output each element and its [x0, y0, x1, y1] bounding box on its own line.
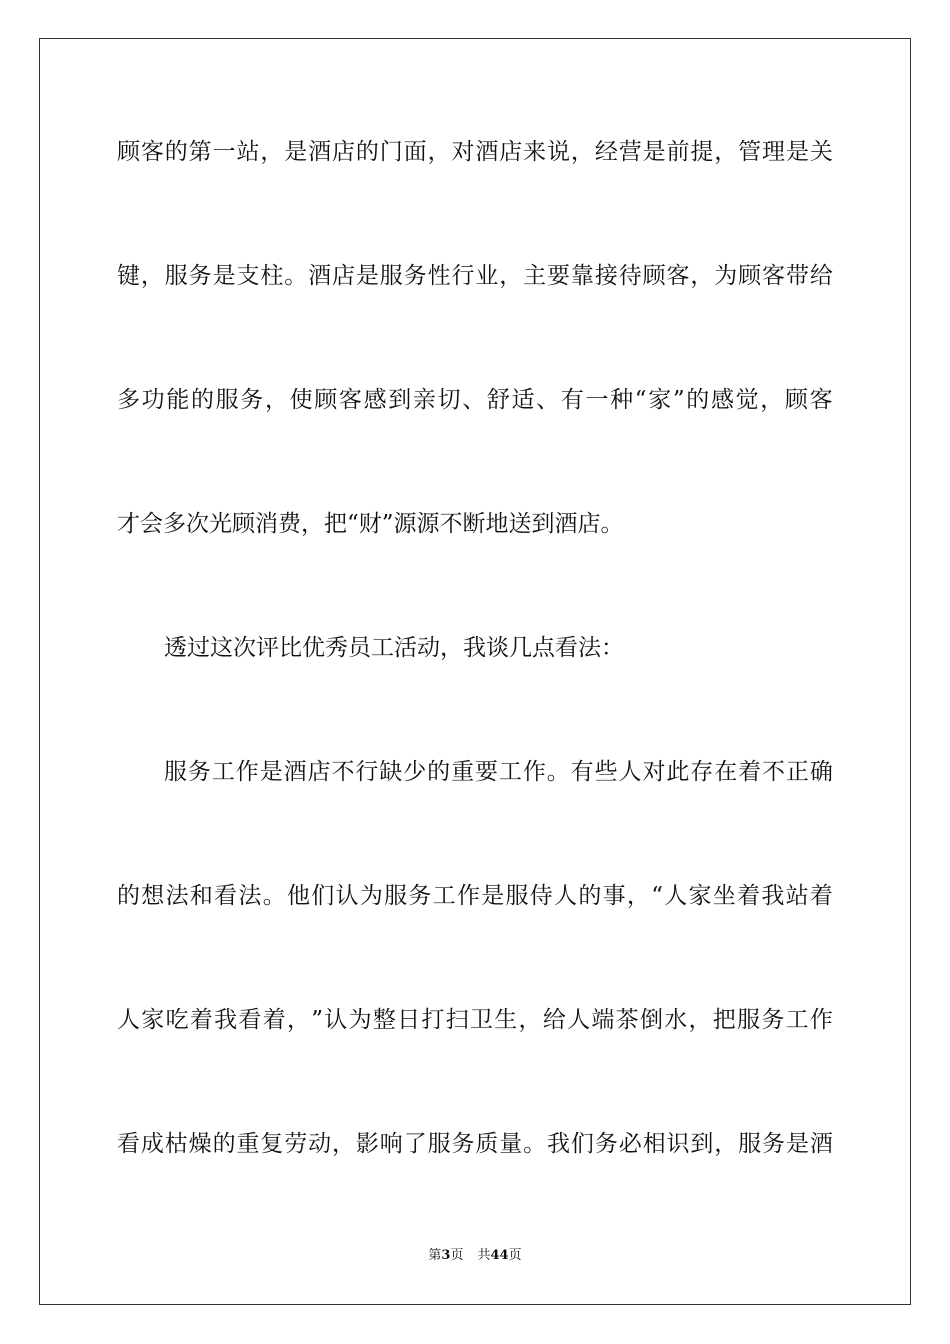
text-char: 重: [236, 1131, 260, 1157]
text-char: 作: [809, 1007, 833, 1033]
text-char: 感: [710, 387, 734, 413]
text-char: 种: [610, 387, 634, 413]
text-char: 的: [164, 139, 188, 165]
text-char: 是: [785, 1131, 809, 1157]
text-char: 顾: [784, 387, 808, 413]
text-char: 酒: [283, 759, 307, 785]
text-char: 务: [594, 1131, 618, 1157]
text-char: 适: [511, 387, 535, 413]
text-char: ，: [760, 387, 784, 413]
text-char: 使: [289, 387, 313, 413]
text-char: 支: [236, 263, 260, 289]
text-line: [117, 756, 833, 788]
total-prefix: 共: [477, 1248, 491, 1263]
text-char: 一: [212, 139, 236, 165]
text-char: 看: [117, 1131, 140, 1157]
text-char: 是: [212, 263, 236, 289]
text-char: 枯: [164, 1131, 188, 1157]
text-char: 理: [762, 139, 786, 165]
text-char: 要: [547, 263, 571, 289]
text-char: 卫: [469, 1007, 493, 1033]
text-char: 识: [666, 1131, 690, 1157]
text-char: 不: [762, 759, 786, 785]
text-char: 务: [188, 263, 212, 289]
text-char: 功: [141, 387, 165, 413]
text-char: ，: [626, 883, 650, 909]
text-char: 人: [664, 883, 688, 909]
text-char: 们: [311, 883, 335, 909]
text-char: 前: [666, 139, 690, 165]
text-char: 着: [189, 1007, 213, 1033]
text-char: 量: [499, 1131, 523, 1157]
text-char: 务: [187, 759, 211, 785]
text-char: 此: [666, 759, 690, 785]
text-char: 对: [451, 139, 475, 165]
text-char: 劳: [284, 1131, 308, 1157]
text-char: 我: [214, 1007, 238, 1033]
text-char: 键: [117, 263, 140, 289]
text-char: 为: [359, 883, 383, 909]
text-char: 必: [618, 1131, 642, 1157]
text-char: 正: [785, 759, 809, 785]
text-char: 端: [591, 1007, 615, 1033]
page-border: [39, 38, 911, 1305]
text-char: 。: [546, 759, 570, 785]
text-char: ，: [518, 1007, 542, 1033]
text-char: 酒: [809, 1131, 833, 1157]
text-char: 人: [567, 1007, 591, 1033]
text-line: [117, 384, 833, 416]
text-char: 务: [408, 883, 432, 909]
text-char: 说: [547, 139, 571, 165]
text-char: 打: [421, 1007, 445, 1033]
text-char: 存: [690, 759, 714, 785]
text-char: 到: [388, 387, 412, 413]
text-char: 、: [536, 387, 560, 413]
text-char: “: [651, 883, 663, 909]
text-char: 们: [570, 1131, 594, 1157]
text-char: 着: [809, 883, 833, 909]
text-char: 作: [522, 759, 546, 785]
text-char: 舒: [486, 387, 510, 413]
text-char: 侍: [529, 883, 553, 909]
text-char: 为: [348, 1007, 372, 1033]
text-char: 待: [618, 263, 642, 289]
text-char: 客: [809, 387, 833, 413]
text-char: 的: [686, 387, 710, 413]
text-char: 顾: [314, 387, 338, 413]
text-char: 的: [578, 883, 602, 909]
text-char: 客: [666, 263, 690, 289]
text-char: 工: [211, 759, 235, 785]
text-char: 工: [498, 759, 522, 785]
text-char: 把: [712, 1007, 736, 1033]
text-char: 的: [117, 883, 140, 909]
text-char: 要: [474, 759, 498, 785]
text-char: 质: [475, 1131, 499, 1157]
text-char: 影: [355, 1131, 379, 1157]
text-char: 有: [570, 759, 594, 785]
text-char: 响: [379, 1131, 403, 1157]
text-char: 多: [117, 387, 140, 413]
text-char: 觉: [735, 387, 759, 413]
text-char: ，: [688, 1007, 712, 1033]
text-char: 客: [140, 139, 164, 165]
text-char: 顾: [642, 263, 666, 289]
text-char: 感: [363, 387, 387, 413]
text-char: 着: [737, 883, 761, 909]
text-char: 行: [355, 759, 379, 785]
text-char: 酒: [308, 263, 332, 289]
text-char: 是: [481, 883, 505, 909]
text-char: 。: [284, 263, 308, 289]
text-char: “: [634, 387, 647, 413]
text-char: 店: [332, 139, 356, 165]
page-total: 44: [490, 1248, 509, 1263]
text-char: 人: [618, 759, 642, 785]
text-char: 亲: [412, 387, 436, 413]
text-char: 给: [809, 263, 833, 289]
text-char: 复: [260, 1131, 284, 1157]
text-char: 客: [762, 263, 786, 289]
text-char: 在: [714, 759, 738, 785]
page-suffix: 页: [450, 1248, 464, 1263]
text-char: 关: [809, 139, 833, 165]
text-char: 日: [397, 1007, 421, 1033]
text-char: 带: [785, 263, 809, 289]
text-char: 务: [403, 263, 427, 289]
text-char: 人: [117, 1007, 140, 1033]
text-char: 着: [738, 759, 762, 785]
text-char: 是: [785, 139, 809, 165]
text-char: 家: [688, 883, 712, 909]
text-char: 吃: [165, 1007, 189, 1033]
text-char: 服: [737, 1007, 761, 1033]
text-char: 门: [379, 139, 403, 165]
text-char: 坐: [712, 883, 736, 909]
text-char: 茶: [615, 1007, 639, 1033]
page-number: 3: [441, 1248, 451, 1263]
text-char: 作: [456, 883, 480, 909]
text-char: 家: [141, 1007, 165, 1033]
text-char: ，: [714, 1131, 738, 1157]
text-char: 的: [355, 139, 379, 165]
text-char: ，: [260, 139, 284, 165]
text-char: ，: [264, 387, 288, 413]
text-char: ，: [570, 139, 594, 165]
text-char: 扫: [445, 1007, 469, 1033]
text-char: 营: [618, 139, 642, 165]
text-char: 服: [164, 759, 187, 785]
text-char: 家: [648, 387, 672, 413]
text-char: 面: [403, 139, 427, 165]
text-char: ”: [672, 387, 685, 413]
text-char: 是: [259, 759, 283, 785]
text-char: 店: [499, 139, 523, 165]
text-line: [117, 136, 833, 168]
text-char: 工: [432, 883, 456, 909]
text-char: 他: [286, 883, 310, 909]
text-char: 一: [585, 387, 609, 413]
text-char: 给: [542, 1007, 566, 1033]
text-char: 作: [235, 759, 259, 785]
text-char: 店: [332, 263, 356, 289]
text-char: 法: [165, 883, 189, 909]
text-char: 主: [523, 263, 547, 289]
text-char: 性: [427, 263, 451, 289]
text-char: 生: [494, 1007, 518, 1033]
text-char: 相: [642, 1131, 666, 1157]
text-char: ，: [332, 1131, 356, 1157]
text-char: 务: [761, 1007, 785, 1033]
text-char: ，: [427, 139, 451, 165]
text-char: 认: [335, 883, 359, 909]
text-char: 是: [355, 263, 379, 289]
text-char: 行: [451, 263, 475, 289]
text-char: 。: [262, 883, 286, 909]
text-char: ，: [714, 139, 738, 165]
text-char: 的: [212, 1131, 236, 1157]
text-char: ，: [140, 263, 164, 289]
text-char: 酒: [475, 139, 499, 165]
text-char: 服: [384, 883, 408, 909]
text-char: 店: [307, 759, 331, 785]
text-char: 酒: [308, 139, 332, 165]
text-char: 是: [642, 139, 666, 165]
text-char: 重: [451, 759, 475, 785]
text-char: 的: [190, 387, 214, 413]
text-char: 认: [324, 1007, 348, 1033]
text-char: 工: [785, 1007, 809, 1033]
text-char: 倒: [639, 1007, 663, 1033]
text-char: 到: [690, 1131, 714, 1157]
text-char: 来: [523, 139, 547, 165]
text-char: 服: [738, 1131, 762, 1157]
text-char: 我: [547, 1131, 571, 1157]
text-char: 和: [189, 883, 213, 909]
page-footer: [0, 1247, 950, 1265]
text-char: 顾: [738, 263, 762, 289]
text-char: 看: [238, 1007, 262, 1033]
text-char: 业: [475, 263, 499, 289]
text-char: 经: [594, 139, 618, 165]
text-char: 服: [379, 263, 403, 289]
total-suffix: 页: [508, 1248, 522, 1263]
text-char: 动: [308, 1131, 332, 1157]
text-char: 靠: [570, 263, 594, 289]
text-char: 服: [164, 263, 188, 289]
text-line: [117, 260, 833, 292]
text-char: 是: [284, 139, 308, 165]
text-line: [117, 1128, 833, 1160]
text-char: 看: [214, 883, 238, 909]
text-char: 对: [642, 759, 666, 785]
text-char: 第: [188, 139, 212, 165]
text-char: 。: [523, 1131, 547, 1157]
text-char: 法: [238, 883, 262, 909]
text-line: [117, 1004, 833, 1036]
text-char: 务: [762, 1131, 786, 1157]
text-char: 服: [427, 1131, 451, 1157]
text-char: 、: [462, 387, 486, 413]
text-char: 务: [451, 1131, 475, 1157]
text-char: 的: [427, 759, 451, 785]
text-char: 柱: [260, 263, 284, 289]
text-char: 服: [505, 883, 529, 909]
text-char: 整: [372, 1007, 396, 1033]
text-char: 事: [602, 883, 626, 909]
text-char: 顾: [117, 139, 140, 165]
text-char: 不: [331, 759, 355, 785]
text-line: 透过这次评比优秀员工活动，我谈几点看法：: [164, 635, 624, 661]
text-char: 管: [738, 139, 762, 165]
text-char: 燥: [188, 1131, 212, 1157]
text-char: 缺: [379, 759, 403, 785]
text-char: 少: [403, 759, 427, 785]
text-char: 些: [594, 759, 618, 785]
page-prefix: 第: [428, 1248, 442, 1263]
text-char: 有: [560, 387, 584, 413]
text-char: 务: [240, 387, 264, 413]
text-char: 服: [215, 387, 239, 413]
text-char: 站: [785, 883, 809, 909]
text-char: 想: [141, 883, 165, 909]
text-char: ，: [690, 263, 714, 289]
text-char: 切: [437, 387, 461, 413]
text-line: [117, 880, 833, 912]
text-char: 成: [140, 1131, 164, 1157]
text-char: 确: [809, 759, 833, 785]
text-char: 为: [714, 263, 738, 289]
text-char: 客: [338, 387, 362, 413]
text-char: ，: [286, 1007, 310, 1033]
text-char: 接: [594, 263, 618, 289]
text-char: 能: [166, 387, 190, 413]
text-line: 才会多次光顾消费，把“财”源源不断地送到酒店。: [117, 511, 624, 537]
text-char: 着: [262, 1007, 286, 1033]
text-char: 了: [403, 1131, 427, 1157]
text-char: ”: [311, 1007, 324, 1033]
text-char: 我: [761, 883, 785, 909]
text-char: 提: [690, 139, 714, 165]
text-char: 水: [664, 1007, 688, 1033]
text-char: 人: [554, 883, 578, 909]
text-char: 站: [236, 139, 260, 165]
text-char: ，: [499, 263, 523, 289]
